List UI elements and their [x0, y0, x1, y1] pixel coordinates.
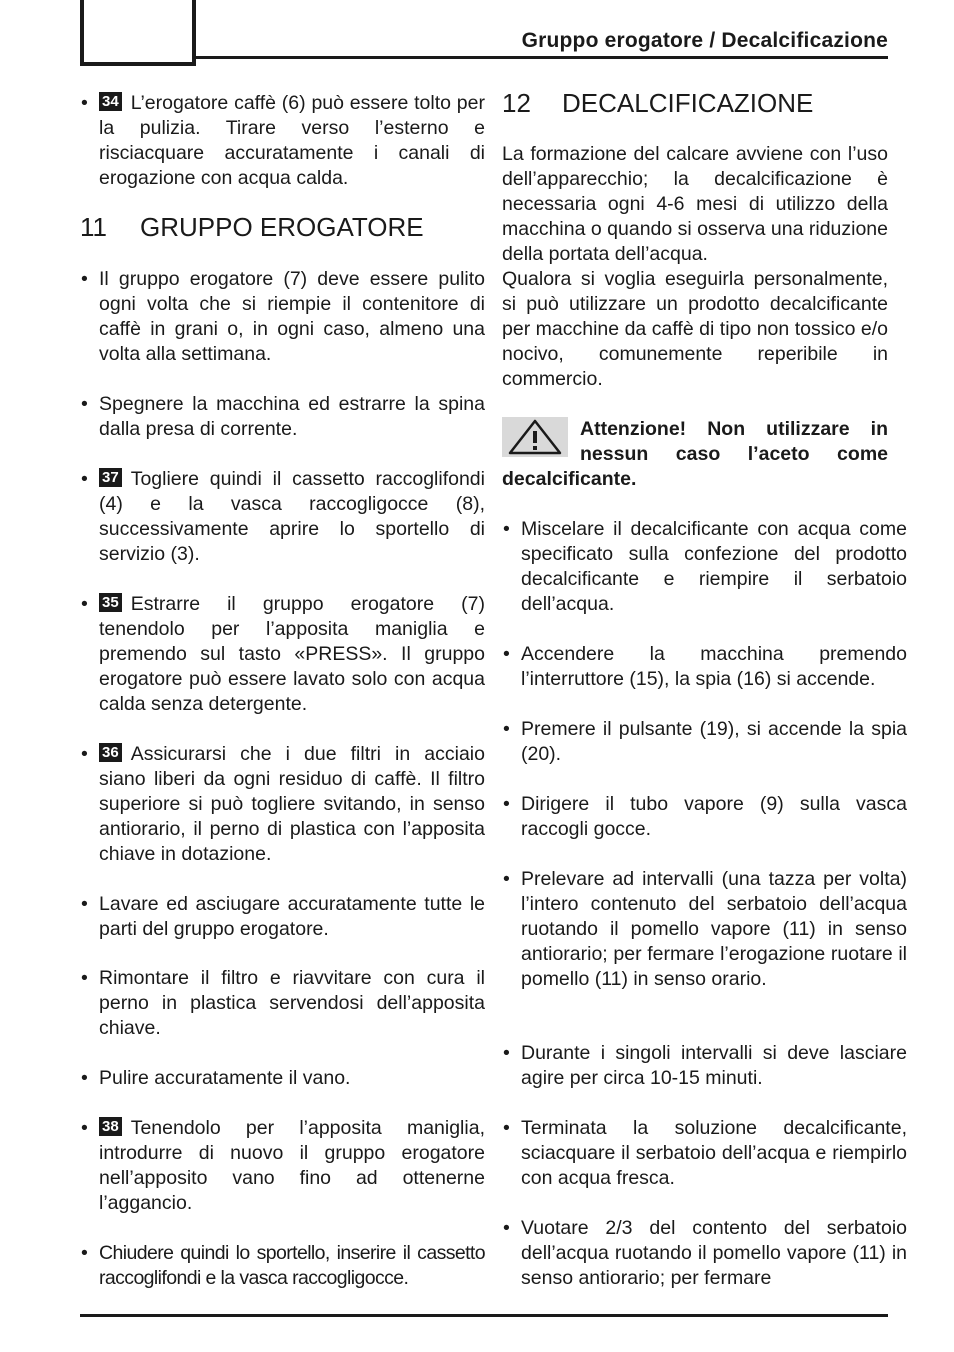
figure-ref-badge: 37: [99, 468, 122, 487]
list-item-text: Lavare ed asciugare accuratamente tutte le parti del gruppo erogatore.: [99, 893, 485, 940]
list-item: [80, 91, 485, 191]
list-item: [80, 742, 485, 867]
bullet-icon: •: [81, 92, 88, 114]
list-item-text: Tenendolo per l’apposita maniglia, introdurre di nuovo il gruppo erogatore nell’apposito vano fino ad ottenerne l’aggancio.: [99, 1117, 485, 1214]
list-item-text: Dirigere il tubo vapore (9) sulla vasca raccogli gocce.: [521, 793, 907, 840]
list-item-text: Assicurarsi che i due filtri in acciaio siano liberi da ogni residuo di caffè. Il filtro superiore si può togliere svitando, in senso antiorario, il perno di plastica con l’apposita chiave in dotazione.: [99, 743, 485, 865]
list-item-text: Vuotare 2/3 del contento del serbatoio dell’acqua ruotando il pomello vapore (11) in senso antiorario; per fermare: [521, 1217, 907, 1289]
figure-ref-badge: 36: [99, 743, 122, 762]
list-item: [502, 517, 907, 617]
bullet-icon: •: [81, 393, 88, 415]
figure-ref-badge: 35: [99, 593, 122, 612]
list-item: [502, 867, 907, 992]
bullet-icon: •: [81, 1242, 88, 1264]
section-heading-12: [502, 87, 888, 119]
list-item-text: Pulire accuratamente il vano.: [99, 1067, 351, 1089]
bullet-icon: •: [81, 743, 88, 765]
footer-rule: [80, 1314, 888, 1317]
list-item: [80, 966, 485, 1041]
list-item-text: Accendere la macchina premendo l’interruttore (15), la spia (16) si accende.: [521, 643, 907, 690]
bullet-icon: •: [81, 468, 88, 490]
section-title: DECALCIFICAZIONE: [562, 88, 814, 118]
list-item: [502, 1041, 907, 1091]
list-item-text: Prelevare ad intervalli (una tazza per volta) l’intero contenuto del serbatoio dell’acqua ruotando il pomello vapore (11) in senso antiorario; per fermare l’erogazione ruotare il pomello (11) in senso orario.: [521, 868, 907, 990]
list-item: [80, 1116, 485, 1216]
bullet-icon: •: [81, 268, 88, 290]
list-item: [80, 892, 485, 942]
section-number: 12: [502, 88, 531, 118]
list-item: [80, 1241, 485, 1291]
list-item: [502, 792, 907, 842]
section-title: GRUPPO EROGATORE: [140, 212, 424, 242]
section-heading-11: [80, 211, 466, 243]
bullet-icon: •: [81, 1117, 88, 1139]
page-tab-marker: [80, 0, 196, 66]
bullet-icon: •: [81, 893, 88, 915]
list-item-text: Premere il pulsante (19), si accende la spia (20).: [521, 718, 907, 765]
list-item-text: Estrarre il gruppo erogatore (7) tenendolo per l’apposita maniglia e premendo sul tasto «PRESS». Il gruppo erogatore può essere lavato solo con acqua calda senza detergente.: [99, 593, 485, 715]
list-item-text: Spegnere la macchina ed estrarre la spina dalla presa di corrente.: [99, 393, 485, 440]
paragraph: Qualora si voglia eseguirla personalmente, si può utilizzare un prodotto decalcificante per macchine da caffè di tipo non tossico e/o nocivo, comunemente reperibile in commercio.: [502, 268, 888, 390]
list-item: [80, 1066, 485, 1091]
list-item-text: L’erogatore caffè (6) può essere tolto per la pulizia. Tirare verso l’esterno e risciacquare accuratamente i canali di erogazione con acqua calda.: [99, 92, 485, 189]
list-item-text: Rimontare il filtro e riavvitare con cura il perno in plastica servendosi dell’apposita chiave.: [99, 967, 485, 1039]
bullet-icon: •: [81, 593, 88, 615]
bullet-icon: •: [81, 967, 88, 989]
list-item-text: Chiudere quindi lo sportello, inserire il cassetto raccoglifondi e la vasca raccogligocce.: [99, 1242, 485, 1289]
figure-ref-badge: 38: [99, 1117, 122, 1136]
bullet-icon: •: [503, 1042, 510, 1064]
list-item-text: Togliere quindi il cassetto raccoglifondi (4) e la vasca raccogligocce (8), successivamente aprire lo sportello di servizio (3).: [99, 468, 485, 565]
bullet-icon: •: [503, 868, 510, 890]
list-item: [502, 642, 907, 692]
bullet-icon: •: [503, 718, 510, 740]
list-item: [80, 467, 485, 567]
warning-box: [502, 417, 888, 492]
list-item: [502, 1216, 907, 1291]
bullet-icon: •: [503, 518, 510, 540]
list-item: [502, 1116, 907, 1191]
section-number: 11: [80, 212, 107, 242]
bullet-icon: •: [503, 1117, 510, 1139]
page-header-title: Gruppo erogatore / Decalcificazione: [521, 29, 888, 52]
figure-ref-badge: 34: [99, 92, 122, 111]
warning-text: Attenzione! Non utilizzare in nessun caso l’aceto come decalcificante.: [502, 418, 888, 490]
list-item-text: Miscelare il decalcificante con acqua come specificato sulla confezione del prodotto decalcificante e riempire il serbatoio dell’acqua.: [521, 518, 907, 615]
list-item-text: Terminata la soluzione decalcificante, sciacquare il serbatoio dell’acqua e riempirlo con acqua fresca.: [521, 1117, 907, 1189]
header-rule: [196, 56, 888, 59]
bullet-icon: •: [503, 1217, 510, 1239]
paragraph: La formazione del calcare avviene con l’uso dell’apparecchio; la decalcificazione è necessaria ogni 4-6 mesi di utilizzo della macchina o quando si osserva una riduzione della portata dell’acqua.: [502, 143, 888, 265]
bullet-icon: •: [81, 1067, 88, 1089]
list-item: [80, 267, 485, 367]
bullet-icon: •: [503, 793, 510, 815]
list-item-text: Durante i singoli intervalli si deve lasciare agire per circa 10-15 minuti.: [521, 1042, 907, 1089]
list-item: [502, 717, 907, 767]
list-item-text: Il gruppo erogatore (7) deve essere pulito ogni volta che si riempie il contenitore di caffè in grani o, in ogni caso, almeno una volta alla settimana.: [99, 268, 485, 365]
warning-triangle-icon: [502, 417, 568, 457]
list-item: [80, 392, 485, 442]
bullet-icon: •: [503, 643, 510, 665]
list-item: [80, 592, 485, 717]
